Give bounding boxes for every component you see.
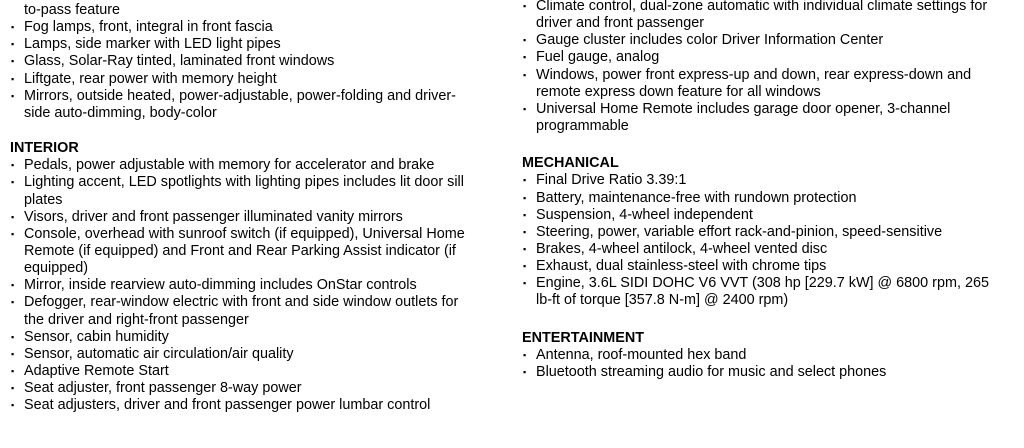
- list-item-text: to-pass feature: [24, 2, 120, 18]
- list-item-text: side auto-dimming, body-color: [24, 104, 217, 121]
- bullet-icon: ▪: [11, 280, 15, 291]
- list-item-text: Lighting accent, LED spotlights with lighting pipes includes lit door sill: [24, 174, 464, 191]
- list-item-text: Gauge cluster includes color Driver Information Center: [536, 32, 884, 49]
- bullet-icon: ▪: [11, 211, 15, 222]
- bullet-icon: ▪: [523, 261, 527, 272]
- bullet-icon: ▪: [11, 366, 15, 376]
- list-item-text: Sensor, automatic air circulation/air quality: [24, 345, 294, 362]
- bullet-icon: ▪: [11, 22, 15, 33]
- list-item-text: Remote (if equipped) and Front and Rear Parking Assist indicator (if: [24, 242, 456, 259]
- list-item-text: plates: [24, 191, 63, 208]
- bullet-icon: ▪: [11, 56, 15, 67]
- bullet-icon: ▪: [523, 349, 527, 360]
- list-item-text: Pedals, power adjustable with memory for accelerator and brake: [24, 157, 435, 174]
- list-item-text: Defogger, rear-window electric with front and side window outlets for: [24, 294, 459, 311]
- bullet-icon: ▪: [11, 73, 15, 84]
- bullet-icon: ▪: [523, 69, 527, 80]
- list-item-text: Liftgate, rear power with memory height: [24, 70, 277, 87]
- bullet-icon: ▪: [523, 35, 527, 46]
- list-item-text: Climate control, dual-zone automatic with individual climate settings for: [536, 0, 988, 14]
- list-item-text: Adaptive Remote Start: [24, 363, 169, 379]
- bullet-icon: ▪: [11, 90, 15, 101]
- bullet-icon: ▪: [523, 226, 527, 237]
- list-item-text: Console, overhead with sunroof switch (if equipped), Universal Home: [24, 225, 465, 242]
- list-item-text: Mirrors, outside heated, power-adjustable, power-folding and driver-: [24, 87, 456, 104]
- list-item-text: Steering, power, variable effort rack-and-pinion, speed-sensitive: [536, 223, 943, 240]
- list-item-text: driver and front passenger: [536, 15, 704, 32]
- list-item-text: Visors, driver and front passenger illuminated vanity mirrors: [24, 208, 403, 225]
- list-item-text: Antenna, roof-mounted hex band: [536, 346, 747, 363]
- list-item-text: Exhaust, dual stainless-steel with chrome tips: [536, 258, 827, 275]
- bullet-icon: ▪: [11, 348, 15, 359]
- bullet-icon: ▪: [11, 228, 15, 239]
- list-item-text: equipped): [24, 260, 89, 277]
- list-item-text: Lamps, side marker with LED light pipes: [24, 36, 281, 53]
- bullet-icon: ▪: [11, 160, 15, 171]
- list-item-text: Engine, 3.6L SIDI DOHC V6 VVT (308 hp [229.7 kW] @ 6800 rpm, 265: [536, 275, 989, 292]
- bullet-icon: ▪: [11, 297, 15, 308]
- list-item-text: Suspension, 4-wheel independent: [536, 206, 753, 223]
- bullet-icon: ▪: [523, 52, 527, 63]
- bullet-icon: ▪: [11, 383, 15, 394]
- bullet-icon: ▪: [523, 103, 527, 114]
- bullet-icon: ▪: [523, 366, 527, 377]
- bullet-icon: ▪: [523, 243, 527, 254]
- list-item-text: Fog lamps, front, integral in front fascia: [24, 19, 273, 36]
- bullet-icon: ▪: [11, 39, 15, 50]
- list-item-text: lb-ft of torque [357.8 N-m] @ 2400 rpm): [536, 292, 789, 309]
- list-item-text: remote express down feature for all windows: [536, 83, 821, 100]
- section-heading-mechanical: MECHANICAL: [522, 155, 619, 172]
- list-item-text: Fuel gauge, analog: [536, 49, 660, 66]
- bullet-icon: ▪: [523, 1, 527, 11]
- list-item-text: Mirror, inside rearview auto-dimming includes OnStar controls: [24, 277, 417, 294]
- list-item-text: Battery, maintenance-free with rundown protection: [536, 189, 857, 206]
- list-item-text: Bluetooth streaming audio for music and select phones: [536, 363, 887, 380]
- bullet-icon: ▪: [523, 209, 527, 220]
- list-item-text: Windows, power front express-up and down, rear express-down and: [536, 66, 972, 83]
- section-heading-entertainment: ENTERTAINMENT: [522, 329, 645, 346]
- list-item-text: Seat adjusters, driver and front passenger power lumbar control: [24, 397, 431, 414]
- list-item-text: programmable: [536, 118, 629, 135]
- list-item-text: Brakes, 4-wheel antilock, 4-wheel vented disc: [536, 240, 828, 257]
- list-item-text: Glass, Solar-Ray tinted, laminated front windows: [24, 53, 335, 70]
- bullet-icon: ▪: [11, 331, 15, 342]
- list-item-text: Seat adjuster, front passenger 8-way power: [24, 380, 302, 397]
- bullet-icon: ▪: [11, 400, 15, 411]
- list-item-text: the driver and right-front passenger: [24, 311, 249, 328]
- section-heading-interior: INTERIOR: [10, 140, 79, 157]
- list-item-text: Sensor, cabin humidity: [24, 328, 169, 345]
- bullet-icon: ▪: [523, 192, 527, 203]
- bullet-icon: ▪: [523, 175, 527, 186]
- bullet-icon: ▪: [11, 177, 15, 188]
- list-item-text: Universal Home Remote includes garage door opener, 3-channel: [536, 100, 951, 117]
- list-item-text: Final Drive Ratio 3.39:1: [536, 172, 687, 189]
- bullet-icon: ▪: [523, 278, 527, 289]
